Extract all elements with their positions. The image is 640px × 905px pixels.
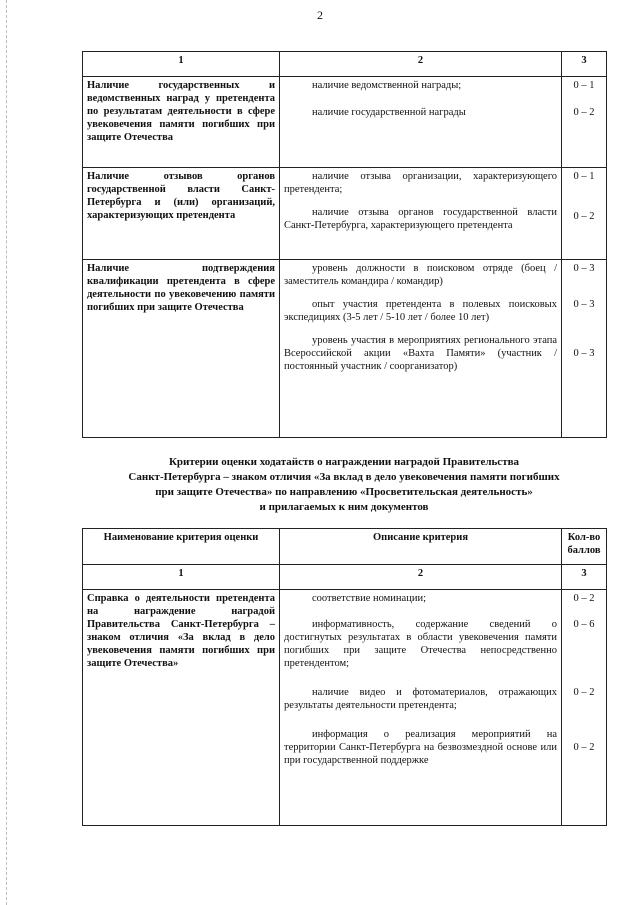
description-cell: [280, 260, 562, 438]
section-title: [82, 455, 606, 515]
table2-col3-number: 3: [562, 565, 607, 590]
table1-col2-header: 2: [280, 52, 562, 77]
table2-number-row: [83, 565, 607, 590]
table1-header-row: [83, 52, 607, 77]
score-value: 0 – 3: [573, 299, 595, 310]
description-item: наличие государственной награды: [312, 107, 466, 118]
criteria-table-1: [82, 51, 607, 438]
score-value: 0 – 3: [573, 348, 595, 359]
section-title-line: и прилагаемых к ним документов: [259, 501, 429, 513]
criterion-cell: Наличие подтверждения квалификации претендента в сфере деятельности по увековечению памяти погибших при защите Отечества: [83, 260, 280, 438]
description-item: информативность, содержание сведений о достигнутых результатах в области увековечения памяти погибших при защите Отечества непосредственно претендентом;: [284, 619, 557, 669]
description-item: уровень должности в поисковом отряде (боец / заместитель командира / командир): [284, 263, 557, 287]
criterion-cell: Наличие отзывов органов государственной власти Санкт-Петербурга и (или) организаций, характеризующих претендента: [83, 168, 280, 260]
table-row: [83, 260, 607, 438]
score-cell: [562, 590, 607, 826]
table-row: [83, 590, 607, 826]
description-item: опыт участия претендента в полевых поисковых экспедициях (3-5 лет / 5-10 лет / более 10 лет): [284, 299, 557, 323]
description-cell: [280, 168, 562, 260]
table1-col3-header: 3: [562, 52, 607, 77]
description-item: наличие отзыва организации, характеризующего претендента;: [284, 171, 557, 195]
table2-header-row: [83, 529, 607, 565]
section-title-line: Санкт-Петербурга – знаком отличия «За вклад в дело увековечения памяти погибших: [128, 471, 560, 483]
criteria-table-2: [82, 528, 607, 826]
score-value: 0 – 2: [573, 593, 595, 604]
table2-col1-header: Наименование критерия оценки: [83, 529, 280, 565]
section-title-line: Критерии оценки ходатайств о награждении наградой Правительства: [168, 456, 520, 468]
score-value: 0 – 3: [573, 263, 595, 274]
page-left-edge: [6, 0, 7, 905]
table-row: [83, 77, 607, 168]
description-item: наличие видео и фотоматериалов, отражающих результаты деятельности претендента;: [284, 687, 557, 711]
criterion-cell: Наличие государственных и ведомственных наград у претендента по результатам деятельности в сфере увековечения памяти погибших при защите Отечества: [83, 77, 280, 168]
description-item: наличие ведомственной награды;: [312, 80, 462, 91]
description-item: наличие отзыва органов государственной власти Санкт-Петербурга, характеризующего претендента: [284, 207, 557, 231]
score-value: 0 – 2: [573, 107, 595, 118]
score-value: 0 – 2: [573, 211, 595, 222]
section-title-line: при защите Отечества» по направлению «Просветительская деятельность»: [155, 486, 533, 498]
score-value: 0 – 2: [573, 742, 595, 753]
description-cell: [280, 77, 562, 168]
score-value: 0 – 1: [573, 80, 595, 91]
score-value: 0 – 2: [573, 687, 595, 698]
description-cell: [280, 590, 562, 826]
table2-col3-header: Кол-во баллов: [562, 529, 607, 565]
score-cell: [562, 260, 607, 438]
criterion-cell: Справка о деятельности претендента на награждение наградой Правительства Санкт-Петербурга – знаком отличия «За вклад в дело увековечения памяти погибших при защите Отечества»: [83, 590, 280, 826]
table1-col1-header: 1: [83, 52, 280, 77]
score-value: 0 – 6: [573, 619, 595, 630]
table2-col2-header: Описание критерия: [280, 529, 562, 565]
table2-col2-number: 2: [280, 565, 562, 590]
page-number: 2: [317, 8, 323, 22]
score-value: 0 – 1: [573, 171, 595, 182]
description-item: соответствие номинации;: [312, 593, 426, 604]
table2-col1-number: 1: [83, 565, 280, 590]
table-row: [83, 168, 607, 260]
description-item: информация о реализация мероприятий на территории Санкт-Петербурга на безвозмездной основе или при государственной поддержке: [284, 729, 557, 766]
score-cell: [562, 168, 607, 260]
description-item: уровень участия в мероприятиях регионального этапа Всероссийской акции «Вахта Памяти» (участник / постоянный участник / соорганизатор): [284, 335, 557, 372]
score-cell: [562, 77, 607, 168]
